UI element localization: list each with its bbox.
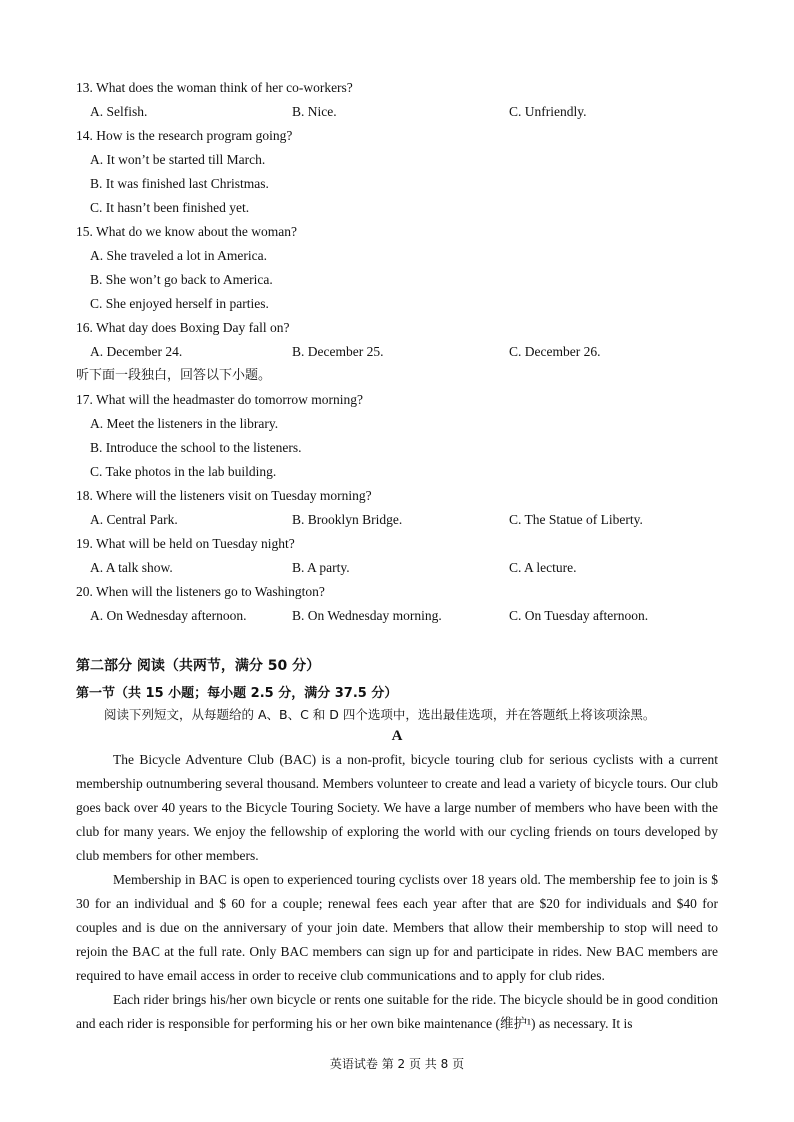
- passage-paragraph-1: The Bicycle Adventure Club (BAC) is a non-profit, bicycle touring club for serious cyclists with a current membership outnumbering several thousand. Members volunteer to create and lead a variety of bicycle tours. Our club goes back over 40 years to the Bicycle Touring Society. We have a large number of members who have been with the club for many years. We enjoy the fellowship of exploring the world with our cycling friends on tours developed by club members for other members.: [76, 752, 718, 863]
- option-13a: A. Selfish.: [90, 104, 148, 119]
- option-14c: C. It hasn’t been finished yet.: [90, 200, 250, 215]
- passage-paragraph-3: Each rider brings his/her own bicycle or rents one suitable for the ride. The bicycle should be in good condition and each rider is responsible for performing his or her own bike maintenance (维护¹) as necessary. It is: [76, 992, 718, 1031]
- option-19a: A. A talk show.: [90, 560, 173, 575]
- passage-label: A: [391, 728, 403, 744]
- option-19c: C. A lecture.: [509, 560, 577, 575]
- option-15a: A. She traveled a lot in America.: [90, 248, 267, 263]
- option-15b: B. She won’t go back to America.: [90, 272, 273, 287]
- question-20: 20. When will the listeners go to Washington?: [76, 584, 325, 599]
- option-20b: B. On Wednesday morning.: [292, 608, 442, 623]
- option-16c: C. December 26.: [509, 344, 601, 359]
- option-17b: B. Introduce the school to the listeners.: [90, 440, 302, 455]
- option-15c: C. She enjoyed herself in parties.: [90, 296, 269, 311]
- option-13b: B. Nice.: [292, 104, 337, 119]
- question-16: 16. What day does Boxing Day fall on?: [76, 320, 290, 335]
- option-18c: C. The Statue of Liberty.: [509, 512, 643, 527]
- option-14b: B. It was finished last Christmas.: [90, 176, 269, 191]
- question-17: 17. What will the headmaster do tomorrow morning?: [76, 392, 363, 407]
- option-20c: C. On Tuesday afternoon.: [509, 608, 649, 623]
- option-14a: A. It won’t be started till March.: [90, 152, 266, 167]
- question-13: 13. What does the woman think of her co-workers?: [76, 80, 353, 95]
- monologue-instruction: 听下面一段独白，回答以下小题。: [76, 368, 272, 383]
- question-14: 14. How is the research program going?: [76, 128, 293, 143]
- question-19: 19. What will be held on Tuesday night?: [76, 536, 295, 551]
- question-15: 15. What do we know about the woman?: [76, 224, 297, 239]
- page-footer: 英语试卷 第 2 页 共 8 页: [329, 1057, 465, 1071]
- option-13c: C. Unfriendly.: [509, 104, 587, 119]
- section1-heading: 第一节（共 15 小题；每小题 2.5 分，满分 37.5 分）: [76, 686, 398, 701]
- option-20a: A. On Wednesday afternoon.: [90, 608, 247, 623]
- option-18b: B. Brooklyn Bridge.: [292, 512, 403, 527]
- question-18: 18. Where will the listeners visit on Tuesday morning?: [76, 488, 372, 503]
- option-17a: A. Meet the listeners in the library.: [90, 416, 279, 431]
- option-16b: B. December 25.: [292, 344, 384, 359]
- reading-instruction: 阅读下列短文，从每题给的 A、B、C 和 D 四个选项中，选出最佳选项，并在答题纸上将该项涂黑。: [104, 707, 656, 722]
- option-19b: B. A party.: [292, 560, 350, 575]
- part2-heading: 第二部分 阅读（共两节，满分 50 分）: [76, 658, 321, 674]
- passage-paragraph-2: Membership in BAC is open to experienced touring cyclists over 18 years old. The membership fee to join is $ 30 for an individual and $ 60 for a couple; renewal fees each year after that are $20 for individuals and $40 for couples and is due on the anniversary of your join date. Members that allow their membership to stop will need to rejoin the BAC at the full rate. Only BAC members can sign up for and participate in rides. New BAC members are required to have email access in order to receive club communications and to apply for club rides.: [76, 872, 718, 983]
- option-18a: A. Central Park.: [90, 512, 178, 527]
- option-16a: A. December 24.: [90, 344, 183, 359]
- option-17c: C. Take photos in the lab building.: [90, 464, 277, 479]
